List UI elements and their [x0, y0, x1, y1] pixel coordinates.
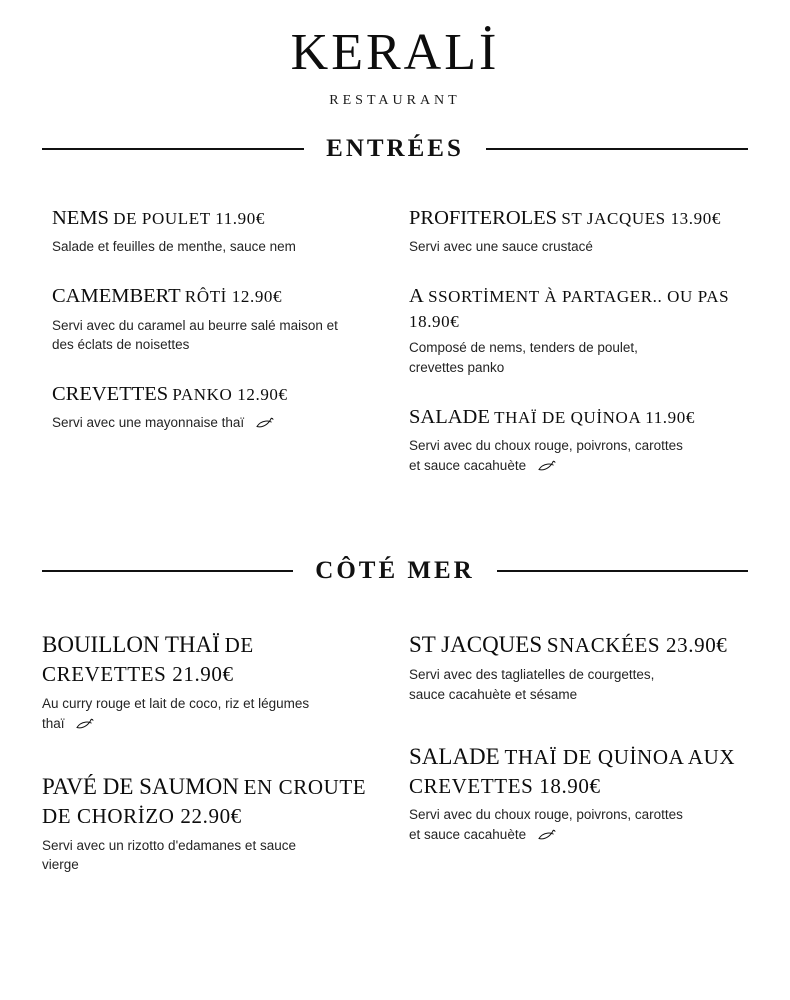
menu-item — [52, 381, 381, 435]
section-header-entrees — [42, 135, 748, 163]
menu-item — [52, 283, 381, 355]
menu-item — [42, 771, 381, 875]
menu-item-name-rest: PANKO 12.90€ — [172, 384, 288, 404]
menu-item — [409, 741, 748, 847]
menu-item-name-rest: SSORTİMENT À PARTAGER.. OU PAS 18.90€ — [409, 286, 730, 331]
cote-mer-column-right — [409, 629, 748, 911]
menu-item-name-main: CAMEMBERT — [52, 284, 181, 307]
menu-section-entrees — [42, 205, 748, 504]
menu-item — [409, 205, 738, 257]
menu-item-name-rest: RÔTİ 12.90€ — [184, 286, 283, 306]
menu-item-name-main: PROFITEROLES — [409, 206, 558, 229]
cote-mer-column-left — [42, 629, 381, 911]
menu-item-name-rest: EN CROUTE DE CHORİZO 22.90€ — [42, 775, 367, 829]
menu-item-description: Salade et feuilles de menthe, sauce nem — [52, 239, 296, 255]
menu-item-name-rest: THAÏ DE QUİNOA AUX CREVETTES 18.90€ — [409, 744, 736, 798]
chili-pepper-icon — [74, 716, 94, 736]
menu-item-name-rest: ST JACQUES 13.90€ — [561, 208, 721, 228]
menu-item-name-main: BOUILLON THAÏ — [42, 632, 220, 658]
chili-pepper-icon — [254, 415, 274, 435]
menu-item-title — [52, 283, 381, 311]
menu-item-name-main: CREVETTES — [52, 382, 169, 405]
menu-item-description-text: Au curry rouge et lait de coco, riz et légumes thaï — [42, 696, 310, 731]
menu-item-title — [409, 741, 748, 801]
menu-item-title — [52, 381, 381, 409]
menu-item-description: Servi avec un rizotto d'edamanes et sauce vierge — [42, 837, 296, 873]
entrees-column-left — [52, 205, 381, 504]
restaurant-header — [42, 0, 748, 109]
menu-item-title — [42, 771, 381, 831]
menu-item-description — [409, 436, 694, 477]
rule-left — [42, 570, 293, 572]
menu-item-name-main: A — [409, 284, 424, 307]
menu-item-description — [409, 805, 694, 846]
menu-item-description-text: Servi avec une mayonnaise thaï — [52, 415, 245, 431]
menu-item-title — [409, 205, 738, 233]
menu-item — [52, 205, 381, 257]
menu-item — [409, 283, 738, 378]
menu-item — [409, 404, 738, 478]
chili-pepper-icon — [536, 827, 556, 847]
rule-right — [486, 148, 748, 150]
menu-item-description — [52, 413, 352, 435]
section-header-cote-mer — [42, 557, 748, 585]
menu-item-name-rest: THAÏ DE QUİNOA 11.90€ — [494, 407, 695, 427]
restaurant-name: KERALİ — [290, 24, 500, 81]
menu-item-name-rest: SNACKÉES 23.90€ — [546, 633, 728, 658]
menu-item-description: Servi avec une sauce crustacé — [409, 239, 593, 255]
section-title-entrees: ENTRÉES — [326, 134, 464, 162]
menu-item-name-main: SALADE — [409, 743, 500, 769]
menu-item-description: Servi avec du caramel au beurre salé maison et des éclats de noisettes — [52, 317, 338, 353]
section-title-cote-mer: CÔTÉ MER — [315, 557, 475, 585]
menu-item-name-rest: DE CREVETTES 21.90€ — [42, 633, 254, 687]
menu-item-name-main: ST JACQUES — [409, 632, 543, 658]
menu-item — [409, 629, 748, 704]
menu-item-name-main: NEMS — [52, 206, 109, 229]
entrees-column-right — [409, 205, 738, 504]
menu-item-title — [42, 629, 381, 689]
restaurant-subtitle: RESTAURANT — [329, 92, 461, 108]
rule-right — [497, 570, 748, 572]
menu-item-description — [42, 694, 327, 735]
menu-item — [42, 629, 381, 735]
menu-item-description: Composé de nems, tenders de poulet, crevettes panko — [409, 340, 638, 375]
menu-item-title — [409, 283, 738, 334]
menu-item-description-text: Servi avec du choux rouge, poivrons, carottes et sauce cacahuète — [409, 807, 683, 842]
menu-item-title — [52, 205, 381, 233]
menu-item-name-main: PAVÉ DE SAUMON — [42, 774, 239, 800]
menu-item-title — [409, 629, 748, 660]
chili-pepper-icon — [536, 458, 556, 478]
menu-section-cote-mer — [42, 629, 748, 911]
menu-item-description: Servi avec des tagliatelles de courgettes, sauce cacahuète et sésame — [409, 667, 655, 702]
menu-item-title — [409, 404, 738, 432]
rule-left — [42, 148, 304, 150]
menu-item-description-text: Servi avec du choux rouge, poivrons, carottes et sauce cacahuète — [409, 438, 683, 473]
menu-item-name-main: SALADE — [409, 405, 490, 428]
menu-item-name-rest: DE POULET 11.90€ — [113, 208, 265, 228]
